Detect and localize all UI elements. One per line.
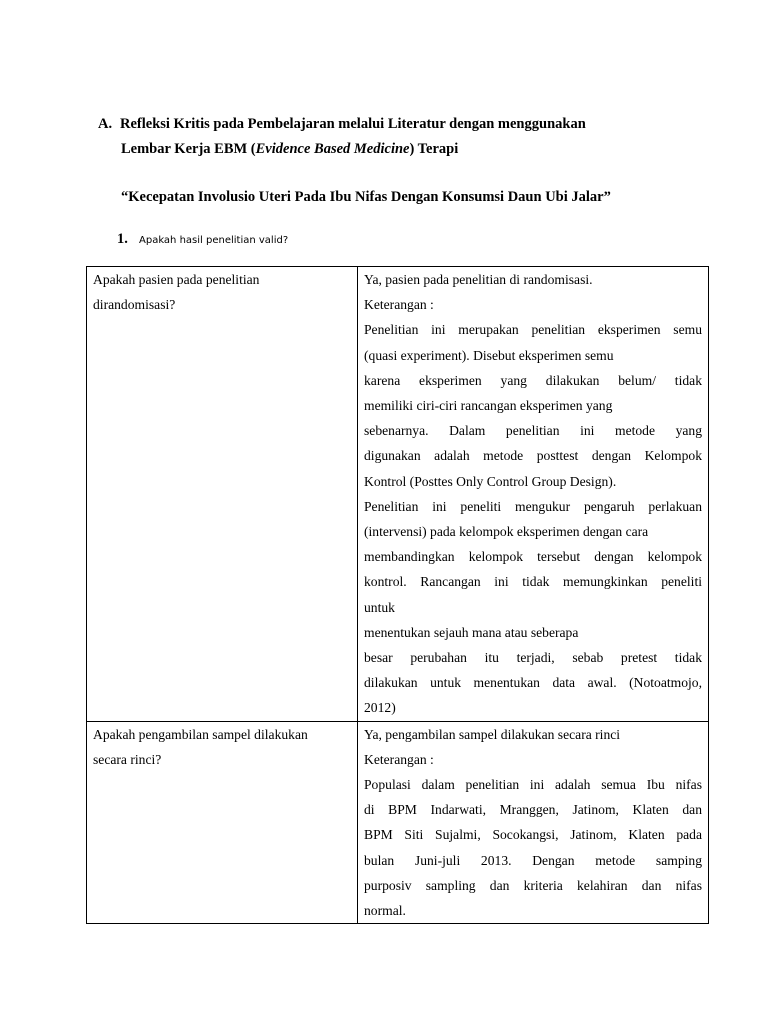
question-heading [117,229,288,251]
answer-cell-line: digunakan adalah metode posttest dengan Kelompok [364,448,702,464]
section-marker: A. [98,116,113,132]
question-cell-line: Apakah pasien pada penelitian [93,272,260,287]
answer-cell-line: membandingkan kelompok tersebut dengan kelompok [364,549,702,565]
answer-cell-line: untuk [364,599,395,615]
answer-cell-line: 2012) [364,700,396,716]
answer-cell-line: Penelitian ini peneliti mengukur pengaruh perlakuan [364,498,702,514]
answer-cell-line: (intervensi) pada kelompok eksperimen dengan cara [364,524,649,540]
question-cell [87,267,358,722]
question-cell [87,721,358,924]
answer-cell [358,267,709,722]
answer-cell-line: besar perubahan itu terjadi, sebab pretest tidak [364,650,702,666]
answer-cell-line: sebenarnya. Dalam penelitian ini metode yang [364,423,702,439]
document-subtitle: “Kecepatan Involusio Uteri Pada Ibu Nifas Dengan Konsumsi Daun Ubi Jalar” [121,189,611,205]
answer-cell-line: Keterangan : [364,297,434,313]
answer-cell-line: purposiv sampling dan kriteria kelahiran dan nifas [364,877,702,893]
table-row [87,267,709,722]
answer-cell-line: karena eksperimen yang dilakukan belum/ tidak [364,372,702,388]
section-title-line2-suffix: ) Terapi [409,141,459,157]
answer-cell-line: Penelitian ini merupakan penelitian eksperimen semu [364,322,702,338]
ebm-table [86,266,709,924]
answer-cell-line: di BPM Indarwati, Mranggen, Jatinom, Klaten dan [364,802,702,818]
answer-cell-line: Kontrol (Posttes Only Control Group Design). [364,473,617,489]
table-row [87,721,709,924]
section-title-italic: Evidence Based Medicine [255,141,410,157]
answer-cell-line: dilakukan untuk menentukan data awal. (Notoatmojo, [364,675,702,691]
answer-cell-line: BPM Siti Sujalmi, Socokangsi, Jatinom, Klaten pada [364,827,702,843]
answer-cell-line: kontrol. Rancangan ini tidak memungkinkan peneliti [364,574,702,590]
answer-cell-line: (quasi experiment). Disebut eksperimen semu [364,347,614,363]
answer-cell-line: Populasi dalam penelitian ini adalah semua Ibu nifas [364,777,702,793]
section-title-line1: Refleksi Kritis pada Pembelajaran melalui Literatur dengan menggunakan [120,116,586,132]
question-cell-line: secara rinci? [93,751,162,767]
section-title-line2-prefix: Lembar Kerja EBM ( [121,141,256,157]
question-text: Apakah hasil penelitian valid? [139,235,289,246]
section-heading [98,112,586,162]
answer-cell-line: memiliki ciri-ciri rancangan eksperimen yang [364,398,613,414]
answer-cell-line: menentukan sejauh mana atau seberapa [364,624,579,640]
question-cell-line: dirandomisasi? [93,297,176,313]
answer-cell-line: bulan Juni-juli 2013. Dengan metode samping [364,852,702,868]
answer-cell-line: Keterangan : [364,751,434,767]
answer-cell-line: Ya, pasien pada penelitian di randomisasi. [364,272,593,287]
section-title-line2 [98,137,586,162]
answer-cell-line: Ya, pengambilan sampel dilakukan secara rinci [364,726,621,742]
question-number: 1. [117,231,128,247]
question-cell-line: Apakah pengambilan sampel dilakukan [93,726,308,742]
answer-cell [358,721,709,924]
answer-cell-line: normal. [364,903,406,919]
